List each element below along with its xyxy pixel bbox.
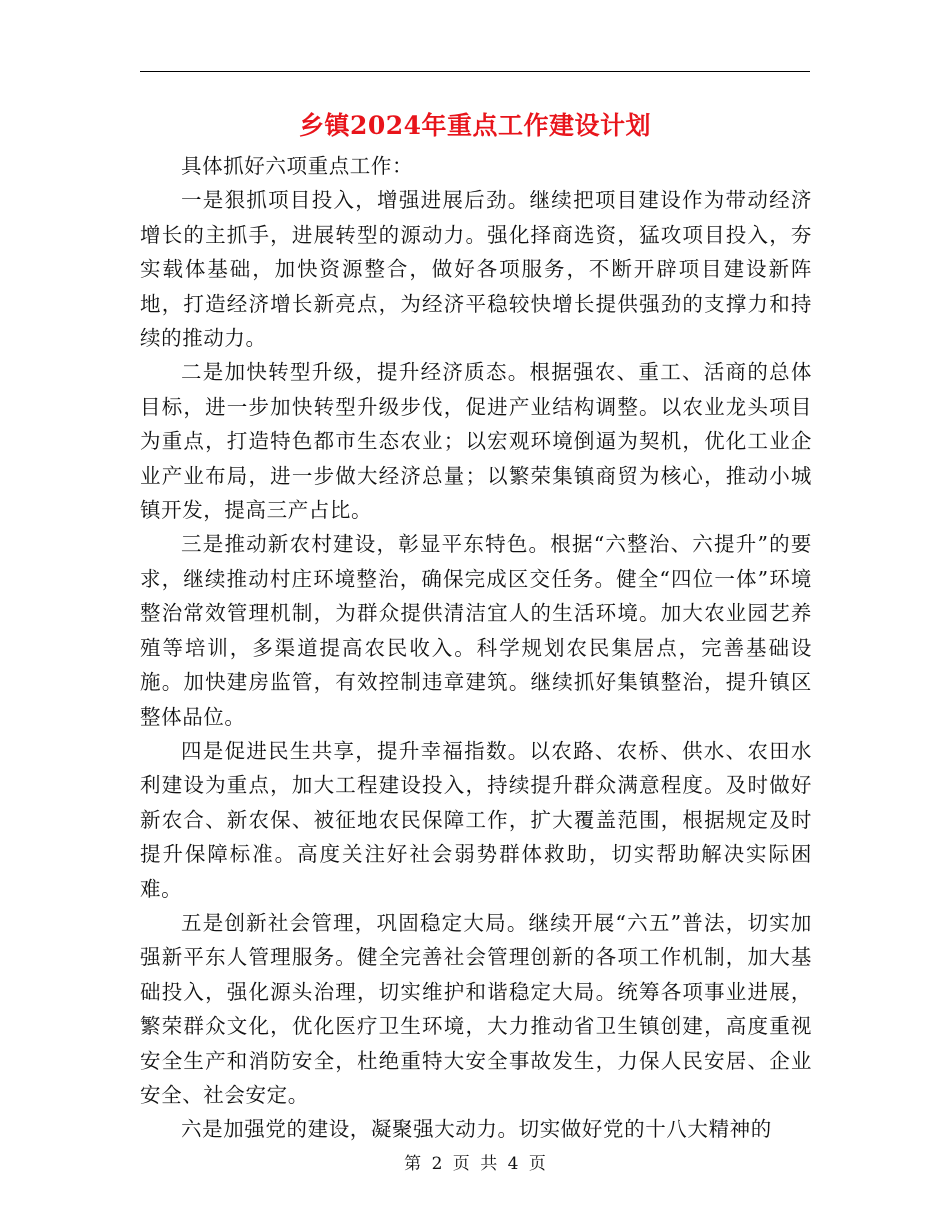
document-title: 乡镇2024年重点工作建设计划 xyxy=(298,111,652,140)
paragraph-2: 二是加快转型升级，提升经济质态。根据强农、重工、活商的总体目标，进一步加快转型升级步伐，促进产业结构调整。以农业龙头项目为重点，打造特色都市生态农业；以宏观环境倒逼为契机，优化工业企业产业布局，进一步做大经济总量；以繁荣集镇商贸为核心，推动小城镇开发，提高三产占比。 xyxy=(140,360,812,523)
paragraph-6: 六是加强党的建设，凝聚强大动力。切实做好党的十八大精神的 xyxy=(181,1117,772,1142)
document-body xyxy=(140,149,812,1147)
paragraph-4: 四是促进民生共享，提升幸福指数。以农路、农桥、供水、农田水利建设为重点，加大工程建设投入，持续提升群众满意程度。及时做好新农合、新农保、被征地农民保障工作，扩大覆盖范围，根据规定及时提升保障标准。高度关注好社会弱势群体救助，切实帮助解决实际困难。 xyxy=(140,738,812,901)
page-number-footer: 第 2 页 共 4 页 xyxy=(404,1154,546,1174)
paragraph-1: 一是狠抓项目投入，增强进展后劲。继续把项目建设作为带动经济增长的主抓手，进展转型的源动力。强化择商选资，猛攻项目投入，夯实载体基础，加快资源整合，做好各项服务，不断开辟项目建设新阵地，打造经济增长新亮点，为经济平稳较快增长提供强劲的支撑力和持续的推动力。 xyxy=(140,188,812,351)
paragraph-intro: 具体抓好六项重点工作： xyxy=(181,154,414,178)
header-rule xyxy=(140,71,810,72)
paragraph-3: 三是推动新农村建设，彰显平东特色。根据“六整治、六提升”的要求，继续推动村庄环境整治，确保完成区交任务。健全“四位一体”环境整治常效管理机制，为群众提供清洁宜人的生活环境。加大农业园艺养殖等培训，多渠道提高农民收入。科学规划农民集居点，完善基础设施。加快建房监管，有效控制违章建筑。继续抓好集镇整治，提升镇区整体品位。 xyxy=(140,532,812,729)
paragraph-5: 五是创新社会管理，巩固稳定大局。继续开展“六五”普法，切实加强新平东人管理服务。健全完善社会管理创新的各项工作机制，加大基础投入，强化源头治理，切实维护和谐稳定大局。统筹各项事业进展，繁荣群众文化，优化医疗卫生环境，大力推动省卫生镇创建，高度重视安全生产和消防安全，杜绝重特大安全事故发生，力保人民安居、企业安全、社会安定。 xyxy=(140,910,812,1107)
